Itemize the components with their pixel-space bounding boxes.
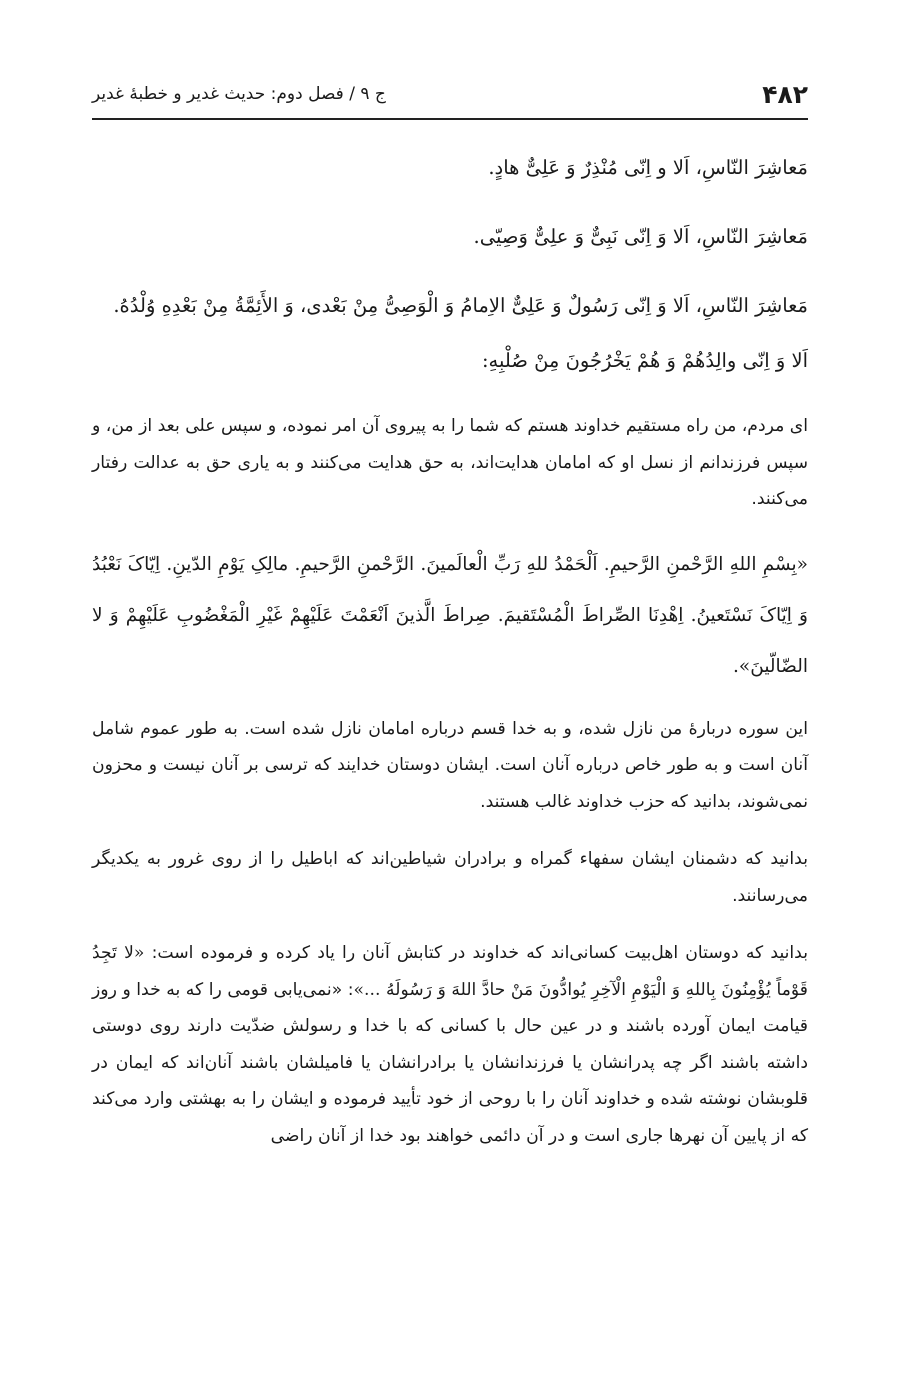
page-number: ۴۸۲: [762, 79, 808, 109]
paragraph-4-translation: : «نمی‌یابی قومی را که به خدا و روز قیامت ایمان آورده باشند و در عین حال با کسانی که با خدا و رسولش ضدّیت دارند روی دوستی داشته باشند اگر چه پدرانشان یا فرزندانشان یا برادرانشان یا فامیلشان باشند آنان‌اند که ایمان در قلوبشان نوشته شده و خداوند آنان را با روحی از خود تأیید فرموده و ایشان را به بهشتی وارد می‌کند که از پایین آن نهرها جاری است و در آن دائمی خواهند بود خدا از آنان راضی: [92, 979, 808, 1146]
arabic-sermon-paragraph-3: مَعاشِرَ النّاسِ، اَلا وَ اِنّی رَسُولٌ وَ عَلِیٌّ الاِمامُ وَ الْوَصِیُّ مِنْ بَعْدی، وَ الأَئِمَّةُ مِنْ بَعْدِهِ وُلْدُهُ. اَلا وَ اِنّی والِدُهُمْ وَ هُمْ یَخْرُجُونَ مِنْ صُلْبِهِ:: [113, 294, 808, 372]
arabic-sermon-line-1: مَعاشِرَ النّاسِ، اَلا و اِنّی مُنْذِرٌ وَ عَلِیٌّ هادٍ.: [488, 156, 808, 179]
surah-fatiha-quote: «بِسْمِ اللهِ الرَّحْمنِ الرَّحیمِ. اَلْحَمْدُ للهِ رَبِّ الْعالَمینَ. الرَّحْمنِ الرَّحیمِ. مالِکِ یَوْمِ الدّینِ. اِیّاکَ نَعْبُدُ وَ اِیّاکَ نَسْتَعینُ. اِهْدِنَا الصِّراطَ الْمُسْتَقیمَ. صِراطَ الَّذینَ اَنْعَمْتَ عَلَیْهِمْ غَیْرِ الْمَغْضُوبِ عَلَیْهِمْ وَ لا الضّالّینَ».: [92, 553, 808, 677]
running-header: [92, 76, 808, 112]
chapter-title: ج ۹ / فصل دوم: حدیث غدیر و خطبهٔ غدیر: [92, 84, 386, 104]
header-rule: [92, 118, 808, 120]
page-body: [92, 140, 808, 1175]
persian-paragraph-4: [92, 935, 808, 1154]
quran-verse-quote: «لا تَجِدُ قَوْماً یُؤْمِنُونَ بِاللهِ وَ الْیَوْمِ الْآخِرِ یُوادُّونَ مَنْ حادَّ اللهَ وَ رَسُولَهُ ...»: [92, 943, 808, 1000]
paragraph-4-intro: بدانید که دوستان اهل‌بیت کسانی‌اند که خداوند در کتابش آنان را یاد کرده و فرموده است:: [144, 943, 808, 963]
persian-paragraph-3: بدانید که دشمنان ایشان سفهاء گمراه و برادران شیاطین‌اند که اباطیل را از روی غرور به یکدیگر می‌رسانند.: [92, 849, 808, 906]
arabic-sermon-line-2: مَعاشِرَ النّاسِ، اَلا وَ اِنّی نَبِیٌّ وَ علِیٌّ وَصِیّی.: [473, 225, 808, 248]
persian-paragraph-2: این سوره دربارهٔ من نازل شده، و به خدا قسم درباره امامان نازل شده است. به طور عموم شامل آنان است و به طور خاص درباره آنان است. ایشان دوستان خدایند که ترسی بر آنان نیست و محزون نمی‌شوند، بدانید که حزب خداوند غالب هستند.: [92, 718, 808, 812]
persian-paragraph-1: ای مردم، من راه مستقیم خداوند هستم که شما را به پیروی آن امر نموده، و سپس علی بعد از من، و سپس فرزندانم از نسل او که امامان هدایت‌اند، به حق هدایت می‌کنند و به یاری حق به عدالت رفتار می‌کنند.: [92, 416, 808, 509]
